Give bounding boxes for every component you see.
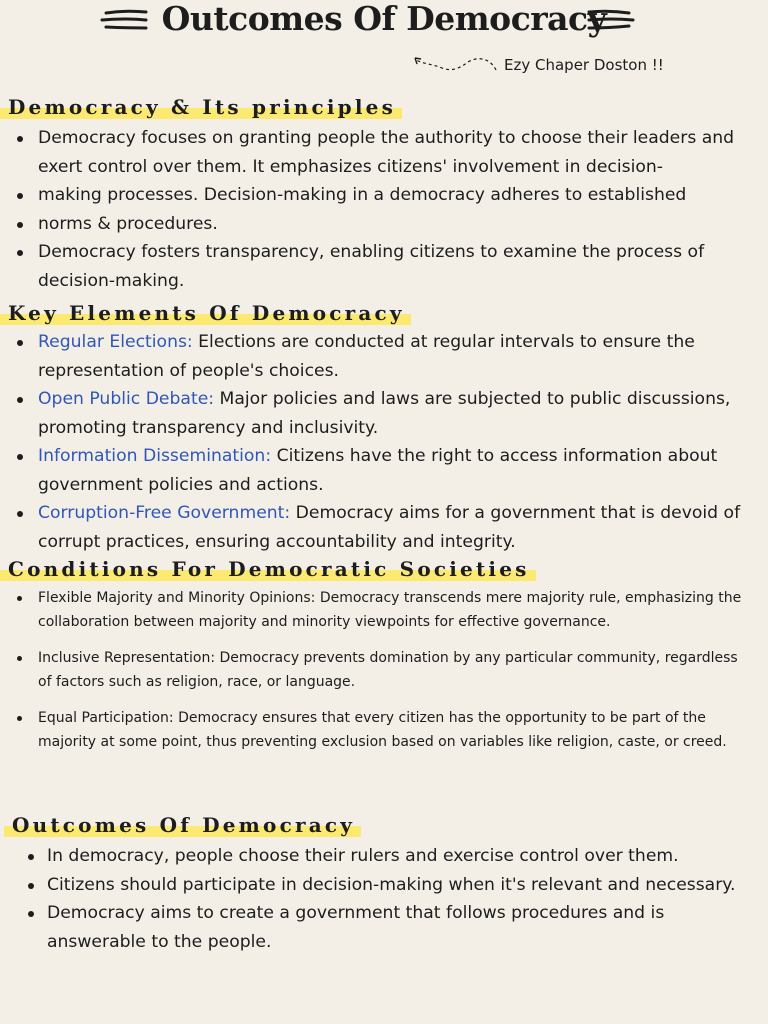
list-item: Democracy aims to create a government that follows procedures and is answerable to the people. (0, 899, 768, 956)
section-key-elements (0, 300, 768, 556)
bullet-list (0, 328, 768, 556)
term-description: Elections are conducted at regular intervals to ensure the representation of people's choices. (38, 332, 695, 381)
list-item (0, 385, 768, 442)
term-label: Information Dissemination: (38, 446, 272, 466)
term-description: Major policies and laws are subjected to public discussions, promoting transparency and inclusivity. (38, 389, 731, 438)
bullet-list (0, 586, 768, 754)
bullet-list (0, 124, 768, 295)
speed-lines-icon (100, 4, 150, 34)
speed-lines-icon (585, 4, 637, 34)
section-conditions (0, 556, 768, 766)
term-description: Citizens have the right to access information about government policies and actions. (38, 446, 718, 495)
term-label: Corruption-Free Government: (38, 503, 291, 523)
term-label: Open Public Debate: (38, 389, 215, 409)
tagline (412, 54, 664, 76)
list-item: Flexible Majority and Minority Opinions: Democracy transcends mere majority rule, emphasizing the collaboration between majority and minority viewpoints for effective governance. (0, 586, 768, 634)
list-item: norms & procedures. (0, 210, 768, 239)
list-item (0, 499, 768, 556)
section-outcomes (0, 812, 768, 956)
list-item: Democracy focuses on granting people the authority to choose their leaders and exert control over them. It emphasizes citizens' involvement in decision- (0, 124, 768, 181)
bullet-list (0, 842, 768, 956)
list-item: making processes. Decision-making in a democracy adheres to established (0, 181, 768, 210)
term-description: Democracy aims for a government that is devoid of corrupt practices, ensuring accountability and integrity. (38, 503, 741, 552)
section-heading: Outcomes Of Democracy (4, 812, 361, 838)
section-heading: Democracy & Its principles (0, 94, 402, 120)
list-item: In democracy, people choose their rulers and exercise control over them. (0, 842, 768, 871)
list-item: Citizens should participate in decision-making when it's relevant and necessary. (0, 871, 768, 900)
dashed-arrow-icon (412, 54, 500, 76)
list-item (0, 328, 768, 385)
list-item: Equal Participation: Democracy ensures that every citizen has the opportunity to be part of the majority at some point, thus preventing exclusion based on variables like religion, caste, or creed. (0, 706, 768, 754)
page-header (0, 0, 768, 44)
section-heading: Conditions For Democratic Societies (0, 556, 536, 582)
term-label: Regular Elections: (38, 332, 193, 352)
page-title: Outcomes Of Democracy (161, 0, 607, 38)
tagline-text: Ezy Chaper Doston !! (504, 56, 664, 74)
list-item: Democracy fosters transparency, enabling citizens to examine the process of decision-making. (0, 238, 768, 295)
section-principles (0, 94, 768, 295)
section-heading: Key Elements Of Democracy (0, 300, 411, 326)
list-item: Inclusive Representation: Democracy prevents domination by any particular community, regardless of factors such as religion, race, or language. (0, 646, 768, 694)
list-item (0, 442, 768, 499)
